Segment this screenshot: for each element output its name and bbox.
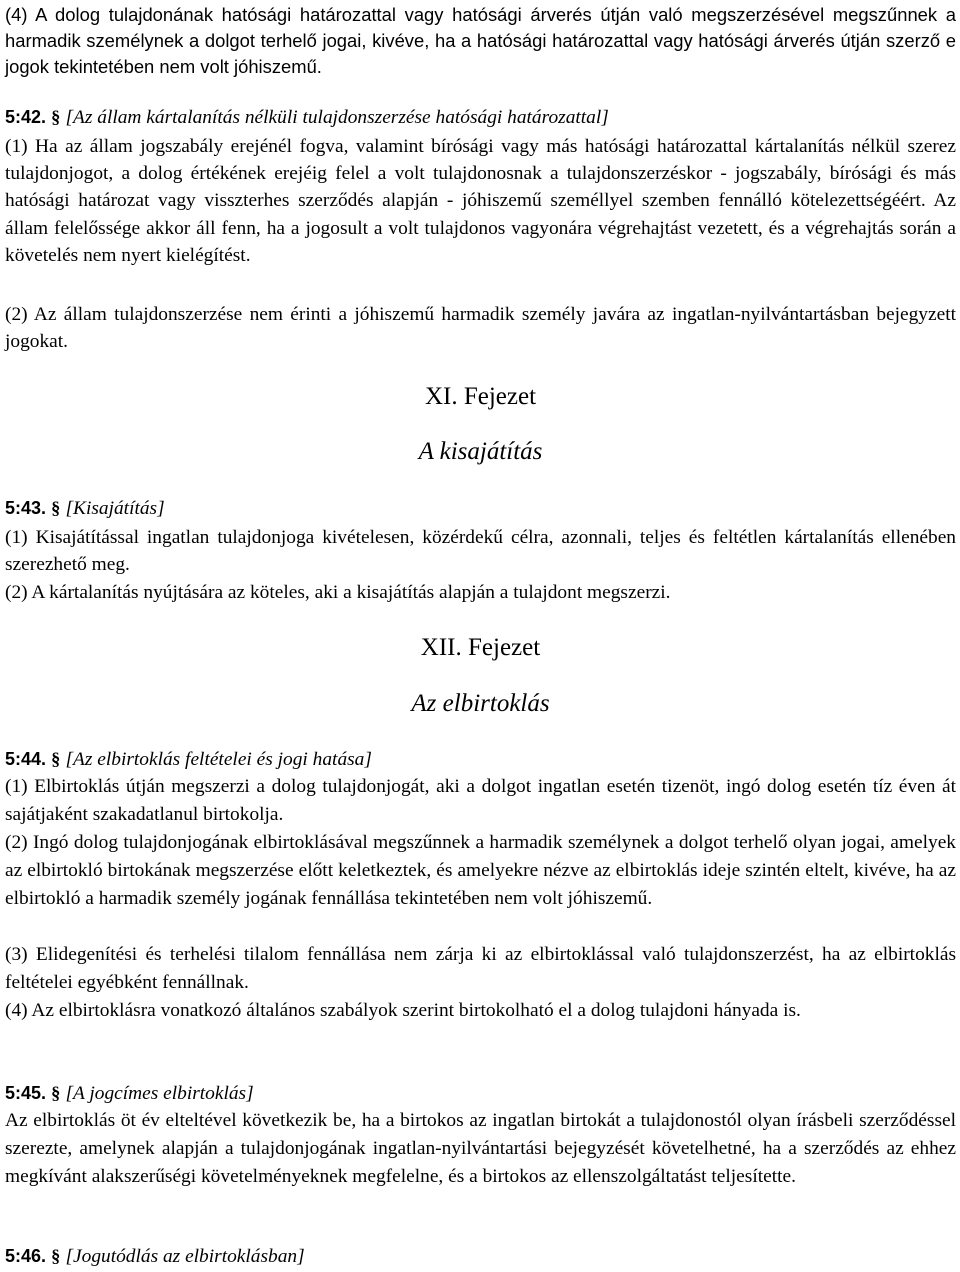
paragraph-4-intro: (4) A dolog tulajdonának hatósági határozattal vagy hatósági árverés útján való megszerzésével megszűnnek a harmadik személynek a dolgot terhelő jogai, kivéve, ha a hatósági határozattal vagy hatósági árverés útján szerző e jogok tekintetében nem volt jóhiszemű. [5,4,956,77]
section-number: 5:44. [5,749,47,769]
section-number: 5:42. [5,107,47,127]
section-title: [Jogutódlás az elbirtoklásban] [65,1246,305,1267]
chapter-title: Az elbirtoklás [411,690,550,717]
section-sign: § [51,749,61,769]
section-number: 5:45. [5,1083,47,1103]
section-title: [Az állam kártalanítás nélküli tulajdonszerzése hatósági határozattal] [65,107,609,128]
section-sign: § [51,498,61,518]
section-heading-5-44 [5,746,372,774]
section-5-44-paragraph-4: (4) Az elbirtoklásra vonatkozó általános szabályok szerint birtokolható el a dolog tulajdoni hányada is. [5,1000,801,1021]
section-title: [Kisajátítás] [65,498,165,519]
chapter-number: XII. Fejezet [420,634,541,661]
chapter-number: XI. Fejezet [424,383,537,410]
section-sign: § [51,1083,61,1103]
section-title: [A jogcímes elbirtoklás] [65,1083,254,1104]
section-number: 5:46. [5,1246,47,1266]
section-title: [Az elbirtoklás feltételei és jogi hatása] [65,749,372,770]
section-sign: § [51,1246,61,1266]
section-5-44-paragraph-1: (1) Elbirtoklás útján megszerzi a dolog tulajdonjogát, aki a dolgot ingatlan esetén tizenöt, ingó dolog esetén tíz éven át sajátjaként szakadatlanul birtokolja. [5,776,956,825]
section-sign: § [51,107,61,127]
section-heading-5-43 [5,495,165,523]
section-5-43-paragraph-2: (2) A kártalanítás nyújtására az köteles, aki a kisajátítás alapján a tulajdont megszerzi. [5,582,671,603]
chapter-title: A kisajátítás [418,438,543,465]
section-heading-5-45 [5,1080,254,1108]
section-5-44-paragraph-2: (2) Ingó dolog tulajdonjogának elbirtoklásával megszűnnek a harmadik személynek a dolgot terhelő olyan jogai, amelyek az elbirtokló birtokának megszerzése előtt keletkeztek, és amelyekre nézve az elbirtoklás ideje szintén eltelt, kivéve, ha az elbirtokló a harmadik személy jogának fennállása tekintetében nem volt jóhiszemű. [5,832,956,909]
section-5-43-paragraph-1: (1) Kisajátítással ingatlan tulajdonjoga kivételesen, közérdekű célra, azonnali, teljes és feltétlen kártalanítás ellenében szerezhető meg. [5,527,956,576]
section-5-45-paragraph-1: Az elbirtoklás öt év elteltével következik be, ha a birtokos az ingatlan birtokát a tulajdonostól olyan írásbeli szerződéssel szerezte, amelynek alapján a tulajdonjogának ingatlan-nyilvántartási bejegyzését követelhetné, ha a szerződés az ehhez megkívánt alakszerűségi követelményeknek megfelelne, és a birtokos az ellenszolgáltatást teljesítette. [5,1110,956,1187]
section-5-42-paragraph-1: (1) Ha az állam jogszabály erejénél fogva, valamint bírósági vagy más hatósági határozattal kártalanítás nélkül szerez tulajdonjogot, a dolog értékének erejéig felel a volt tulajdonosnak a tulajdonszerzéskor - jogszabály, bírósági és más hatósági határozat vagy visszterhes szerződés alapján - jóhiszemű személlyel szemben fennálló kötelezettségéért. Az állam felelőssége akkor áll fenn, ha a jogosult a volt tulajdonos vagyonára végrehajtást vezetett, és a végrehajtás során a követelés nem nyert kielégítést. [5,136,956,266]
section-5-44-paragraph-3: (3) Elidegenítési és terhelési tilalom fennállása nem zárja ki az elbirtoklással való tulajdonszerzést, ha az elbirtoklás feltételei egyébként fennállnak. [5,944,956,993]
section-heading-5-46 [5,1243,305,1271]
section-5-42-paragraph-2: (2) Az állam tulajdonszerzése nem érinti a jóhiszemű harmadik személy javára az ingatlan-nyilvántartásban bejegyzett jogokat. [5,304,956,353]
section-number: 5:43. [5,498,47,518]
section-heading-5-42 [5,104,609,132]
